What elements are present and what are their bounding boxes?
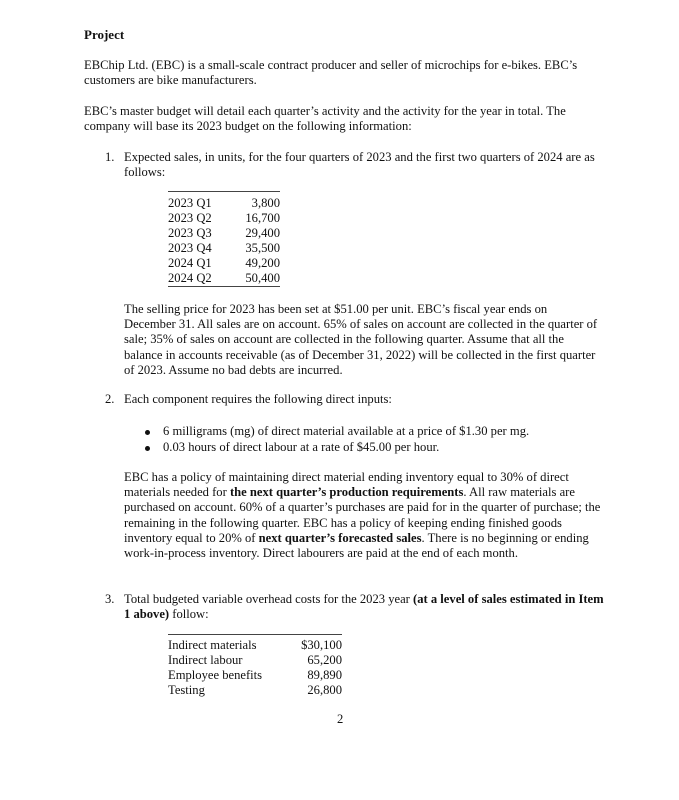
units-cell: 35,500: [245, 241, 280, 255]
bullet-icon: [145, 430, 150, 435]
intro-paragraph-2: EBC’s master budget will detail each quarter’s activity and the activity for the year in total. The company will base its 2023 budget on the following information:: [84, 104, 566, 134]
bullet-text: 0.03 hours of direct labour at a rate of $45.00 per hour.: [163, 440, 440, 454]
item-3-text-bold: (at a level of sales estimated in Item 1 above): [124, 592, 604, 622]
units-cell: 49,200: [245, 256, 280, 270]
sales-table-top-rule: [168, 191, 280, 192]
quarter-cell: 2023 Q3: [168, 226, 212, 240]
cost-value-cell: 65,200: [307, 653, 342, 667]
units-cell: 29,400: [245, 226, 280, 240]
sales-table-row: [168, 271, 280, 286]
item-3-text-part: Total budgeted variable overhead costs for the 2023 year: [124, 592, 414, 606]
overhead-table-row: [168, 638, 342, 653]
cost-label-cell: Testing: [168, 683, 205, 697]
intro-paragraph-1: EBChip Ltd. (EBC) is a small-scale contract producer and seller of microchips for e-bikes. EBC’s customers are bike manufacturers.: [84, 58, 578, 88]
page-title: Project: [84, 27, 125, 42]
quarter-cell: 2023 Q4: [168, 241, 212, 255]
overhead-costs-table: [168, 638, 342, 698]
units-cell: 3,800: [251, 196, 280, 210]
quarter-cell: 2024 Q1: [168, 256, 212, 270]
quarter-cell: 2024 Q2: [168, 271, 212, 285]
cost-label-cell: Indirect materials: [168, 638, 257, 652]
quarter-cell: 2023 Q1: [168, 196, 212, 210]
item-2-paragraph-part: EBC has a policy of maintaining direct material ending inventory equal to 30% of direct materials needed for: [124, 470, 569, 500]
item-1-text: Expected sales, in units, for the four quarters of 2023 and the first two quarters of 2024 are as follows:: [124, 150, 595, 180]
sales-table-row: [168, 241, 280, 256]
quarter-cell: 2023 Q2: [168, 211, 212, 225]
overhead-table-top-rule: [168, 634, 342, 635]
item-1-paragraph: The selling price for 2023 has been set at $51.00 per unit. EBC’s fiscal year ends on December 31. All sales are on account. 65% of sales on account are collected in the quarter of sale; 35% of sales on account are collected in the following quarter. Assume that all the balance in accounts receivable (as of December 31, 2022) will be collected in the first quarter of 2023. Assume no bad debts are incurred.: [124, 302, 598, 377]
page-number: 2: [337, 712, 344, 726]
sales-table-row: [168, 226, 280, 241]
overhead-table-row: [168, 653, 342, 668]
item-2-paragraph: [124, 470, 602, 561]
bullet-text: 6 milligrams (mg) of direct material available at a price of $1.30 per mg.: [163, 424, 530, 438]
item-2-paragraph-bold: next quarter’s forecasted sales: [258, 530, 422, 545]
cost-value-cell: 26,800: [307, 683, 342, 697]
item-2-text: Each component requires the following direct inputs:: [124, 392, 392, 406]
item-2-paragraph-part: . All raw materials are purchased on account. 60% of a quarter’s purchases are paid for in the quarter of purchase; the remaining in the following quarter. EBC has a policy of keeping ending finished goods inventory equal to 20% of: [124, 485, 601, 545]
sales-table-bottom-rule: [168, 286, 280, 287]
cost-label-cell: Indirect labour: [168, 653, 243, 667]
sales-table-row: [168, 256, 280, 271]
item-2-number: 2.: [105, 392, 115, 406]
cost-label-cell: Employee benefits: [168, 668, 263, 682]
item-3-text: [124, 592, 604, 622]
overhead-table-row: [168, 668, 342, 683]
item-1-number: 1.: [105, 150, 115, 164]
item-2-paragraph-part: . There is no beginning or ending work-in-process inventory. Direct labourers are paid at the end of each month.: [124, 530, 589, 561]
item-3-number: 3.: [105, 592, 115, 606]
bullet-icon: [145, 446, 150, 451]
expected-sales-table: [168, 196, 280, 286]
cost-value-cell: $30,100: [301, 638, 342, 652]
units-cell: 50,400: [245, 271, 280, 285]
units-cell: 16,700: [245, 211, 280, 225]
sales-table-row: [168, 196, 280, 211]
overhead-table-row: [168, 683, 342, 698]
item-3-text-part: follow:: [169, 607, 209, 622]
sales-table-row: [168, 211, 280, 226]
item-2-paragraph-bold: the next quarter’s production requirements: [229, 485, 464, 500]
cost-value-cell: 89,890: [307, 668, 342, 682]
